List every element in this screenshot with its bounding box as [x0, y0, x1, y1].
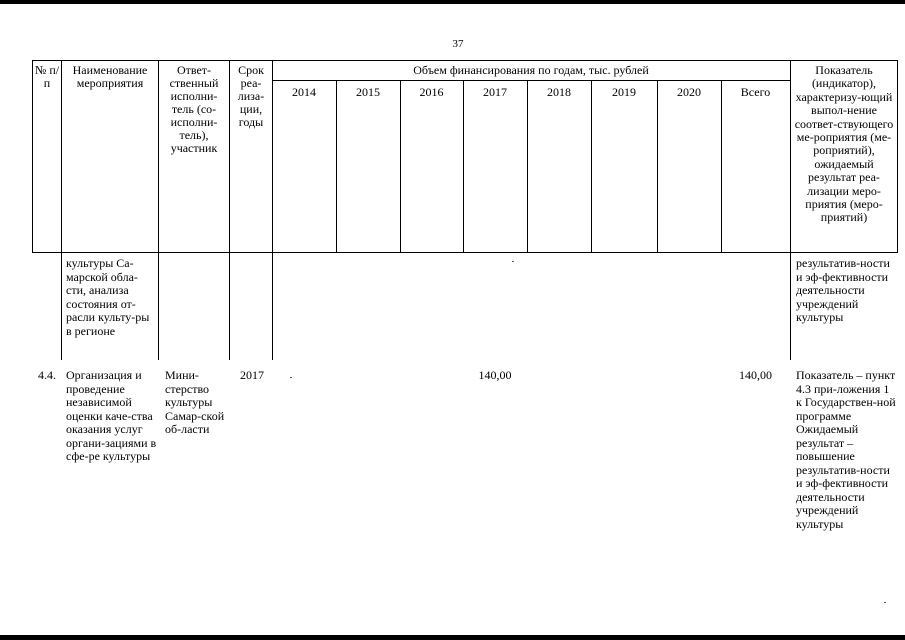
row-4-4-value-2017: 140,00 — [478, 368, 512, 382]
header-funding: Объем финансирования по годам, тыс. рублей — [413, 63, 649, 77]
col-line-2 — [158, 60, 159, 360]
col-line-12 — [790, 60, 791, 360]
year-2020: 2020 — [677, 85, 701, 99]
year-2017: 2017 — [483, 85, 507, 99]
row-4-4-name: Организация и проведение независимой оценки каче-ства оказания услуг органи-зациями в сфе-ре культуры — [66, 368, 157, 463]
row-4-4-num: 4.4. — [38, 368, 56, 382]
col-line-1 — [61, 60, 62, 360]
year-2019: 2019 — [612, 85, 636, 99]
col-line-3 — [229, 60, 230, 360]
year-2016: 2016 — [419, 85, 444, 99]
top-scan-edge — [0, 0, 905, 4]
col-line-10 — [657, 80, 658, 253]
row-4-4-term: 2017 — [240, 368, 264, 382]
scan-speck — [290, 377, 292, 378]
header-responsible: Ответ-ственный исполни-тель (со-исполни-тель), участник — [169, 63, 219, 155]
row-4-4-responsible: Мини-стерство культуры Самар-ской об-ласти — [165, 368, 225, 436]
col-line-8 — [527, 80, 528, 253]
header-num: № п/п — [34, 63, 60, 90]
col-line-9 — [591, 80, 592, 253]
col-line-4 — [272, 60, 273, 360]
scan-speck — [512, 261, 514, 262]
header-indicator: Показатель (индикатор), характеризу-ющий выпол-нение соответ-ствующего ме-роприятия (ме-роприятий), ожидаемый результат реа-лизации меро-приятия (меро-приятий) — [794, 63, 894, 225]
header-total: Всего — [740, 85, 771, 99]
continued-row-indicator: результатив-ности и эф-фективности деятельности учреждений культуры — [796, 256, 890, 324]
col-line-5 — [336, 80, 337, 253]
funding-subheader-line — [272, 80, 790, 81]
col-line-6 — [400, 80, 401, 253]
row-4-4-indicator: Показатель – пункт 4.3 при-ложения 1 к Государствен-ной программе Ожидаемый результат – повышение результатив-ности и эф-фективности деятельности учреждений культуры — [796, 368, 896, 531]
bottom-scan-edge — [0, 635, 905, 640]
year-2018: 2018 — [547, 85, 571, 99]
page-number: 37 — [452, 38, 464, 50]
scan-speck — [884, 602, 886, 603]
row-4-4-total: 140,00 — [739, 368, 772, 382]
year-2014: 2014 — [292, 85, 316, 99]
col-line-11 — [721, 80, 722, 253]
continued-row-name: культуры Са-марской обла-сти, анализа состояния от-расли культу-ры в регионе — [66, 256, 150, 338]
header-name: Наименование мероприятия — [72, 63, 148, 90]
col-line-7 — [463, 80, 464, 253]
header-term: Срок реа-лиза-ции, годы — [237, 63, 265, 129]
year-2015: 2015 — [356, 85, 380, 99]
